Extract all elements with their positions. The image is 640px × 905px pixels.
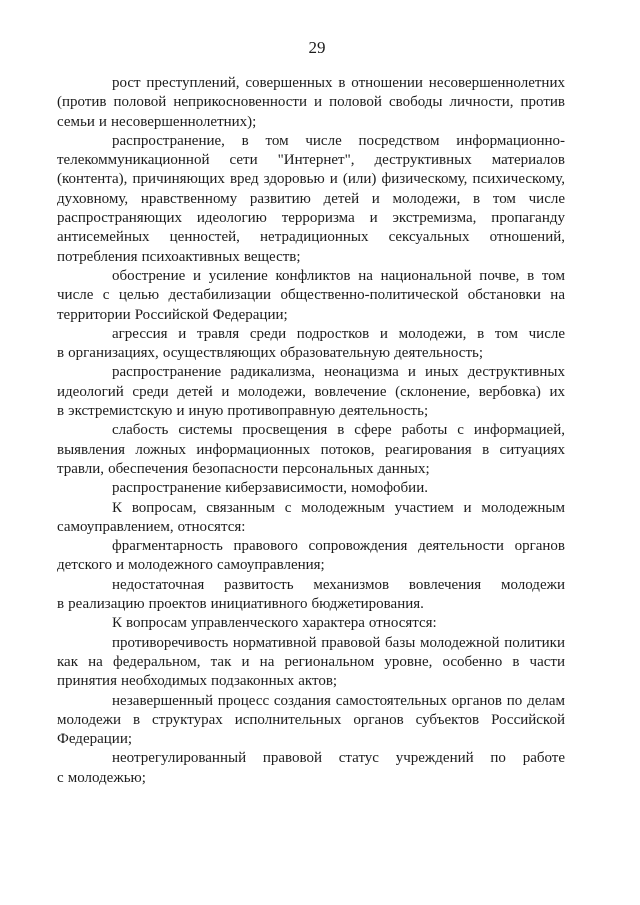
paragraph: распространение киберзависимости, номофобии. [112, 480, 428, 497]
page-number: 29 [308, 38, 326, 57]
paragraph: К вопросам, связанным с молодежным участием и молодежным самоуправлением, относятся: [57, 499, 565, 535]
paragraph: агрессия и травля среди подростков и молодежи, в том числе в организациях, осуществляющих образовательную деятельность; [57, 325, 565, 362]
paragraph: неотрегулированный правовой статус учреждений по работе с молодежью; [57, 750, 565, 786]
paragraph: незавершенный процесс создания самостоятельных органов по делам молодежи в структурах исполнительных органов субъектов Российской Федерации; [57, 692, 565, 748]
paragraph: распространение радикализма, неонацизма и иных деструктивных идеологий среди детей и молодежи, вовлечение (склонение, вербовка) их в экстремистскую и иную противоправную деятельность; [57, 364, 565, 420]
paragraph: обострение и усиление конфликтов на национальной почве, в том числе с целью дестабилизации общественно-политической обстановки на территории Российской Федерации; [57, 267, 565, 323]
paragraph: слабость системы просвещения в сфере работы с информацией, выявления ложных информационных потоков, реагирования в ситуациях травли, обеспечения безопасности персональных данных; [57, 422, 565, 477]
paragraph: распространение, в том числе посредством информационно-телекоммуникационной сети "Интернет", деструктивных материалов (контента), причиняющих вред здоровью и (или) физическому, психическому, духовному, нравственному развитию детей и молодежи, в том числе распространяющих идеологию терроризма и экстремизма, пропаганду антисемейных ценностей, нетрадиционных сексуальных отношений, потребления психоактивных веществ; [57, 132, 565, 265]
paragraph: рост преступлений, совершенных в отношении несовершеннолетних (против половой неприкосновенности и половой свободы личности, против семьи и несовершеннолетних); [57, 75, 565, 130]
paragraph: К вопросам управленческого характера относятся: [112, 615, 437, 632]
paragraph: фрагментарность правового сопровождения деятельности органов детского и молодежного самоуправления; [57, 538, 565, 574]
paragraph: противоречивость нормативной правовой базы молодежной политики как на федеральном, так и на региональном уровне, особенно в части принятия необходимых подзаконных актов; [57, 634, 565, 690]
document-body [57, 74, 565, 788]
paragraph: недостаточная развитость механизмов вовлечения молодежи в реализацию проектов инициативного бюджетирования. [57, 576, 565, 613]
